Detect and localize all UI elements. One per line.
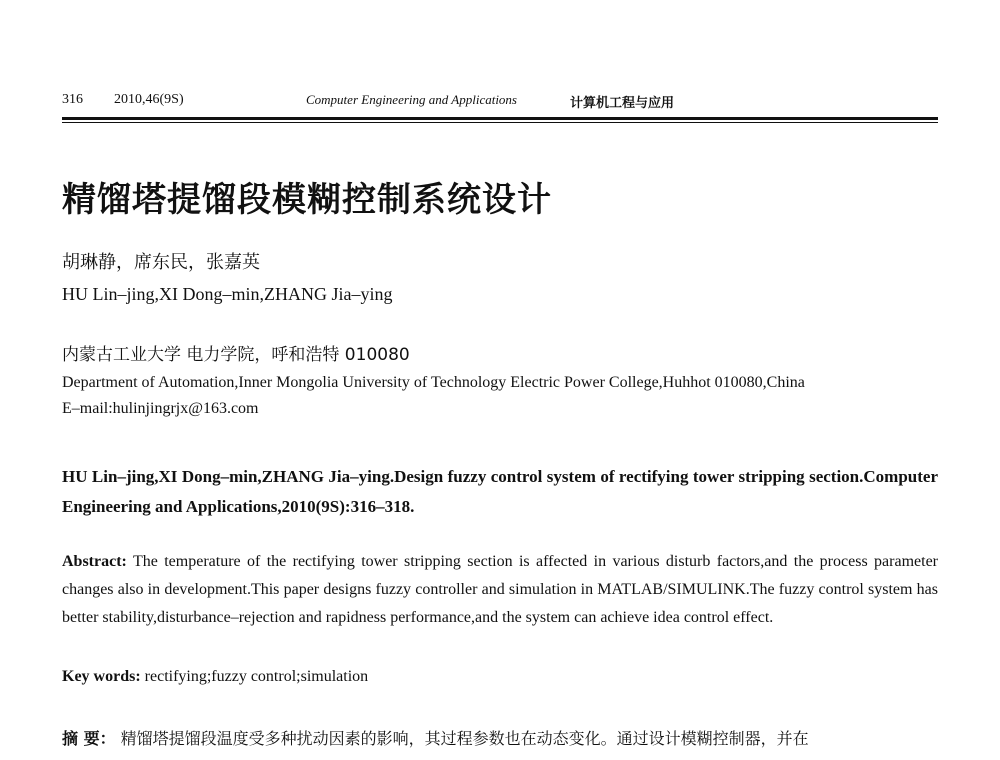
affiliation-cn: 内蒙古工业大学 电力学院，呼和浩特 010080 — [62, 345, 410, 365]
abstract-text: The temperature of the rectifying tower stripping section is affected in various disturb factors,and the process parameter changes also in development.This paper designs fuzzy controller and simulation in MATLAB/SIMULINK.The fuzzy control system has better stability,disturbance–rejection and rapidness performance,and the system can achieve idea control effect. — [62, 553, 938, 626]
abstract-cn-text: 精馏塔提馏段温度受多种扰动因素的影响，其过程参数也在动态变化。通过设计模糊控制器，并在 — [120, 729, 809, 748]
abstract-label: Abstract: — [62, 553, 127, 570]
keywords — [62, 668, 368, 686]
authors-cn: 胡琳静，席东民，张嘉英 — [62, 252, 260, 273]
keywords-label: Key words: — [62, 668, 141, 685]
issue-info: 2010,46(9S) — [114, 92, 184, 107]
authors-en: HU Lin–jing,XI Dong–min,ZHANG Jia–ying — [62, 284, 393, 304]
abstract-en — [62, 548, 938, 632]
affiliation-en: Department of Automation,Inner Mongolia University of Technology Electric Power College,Huhhot 010080,China — [62, 374, 805, 391]
abstract-cn — [62, 726, 938, 749]
abstract-cn-label: 摘 要： — [62, 729, 116, 748]
header-rule-thick — [62, 117, 938, 120]
page-number: 316 — [62, 92, 83, 107]
keywords-text: rectifying;fuzzy control;simulation — [144, 668, 369, 685]
article-title: 精馏塔提馏段模糊控制系统设计 — [62, 180, 552, 220]
journal-name-en: Computer Engineering and Applications — [306, 92, 517, 107]
author-email: E–mail:hulinjingrjx@163.com — [62, 400, 259, 417]
citation: HU Lin–jing,XI Dong–min,ZHANG Jia–ying.Design fuzzy control system of rectifying tower stripping section.Computer Engineering and Applications,2010(9S):316–318. — [62, 467, 938, 516]
running-header — [62, 92, 938, 120]
journal-name-cn: 计算机工程与应用 — [570, 96, 675, 111]
header-rule-thin — [62, 122, 938, 123]
